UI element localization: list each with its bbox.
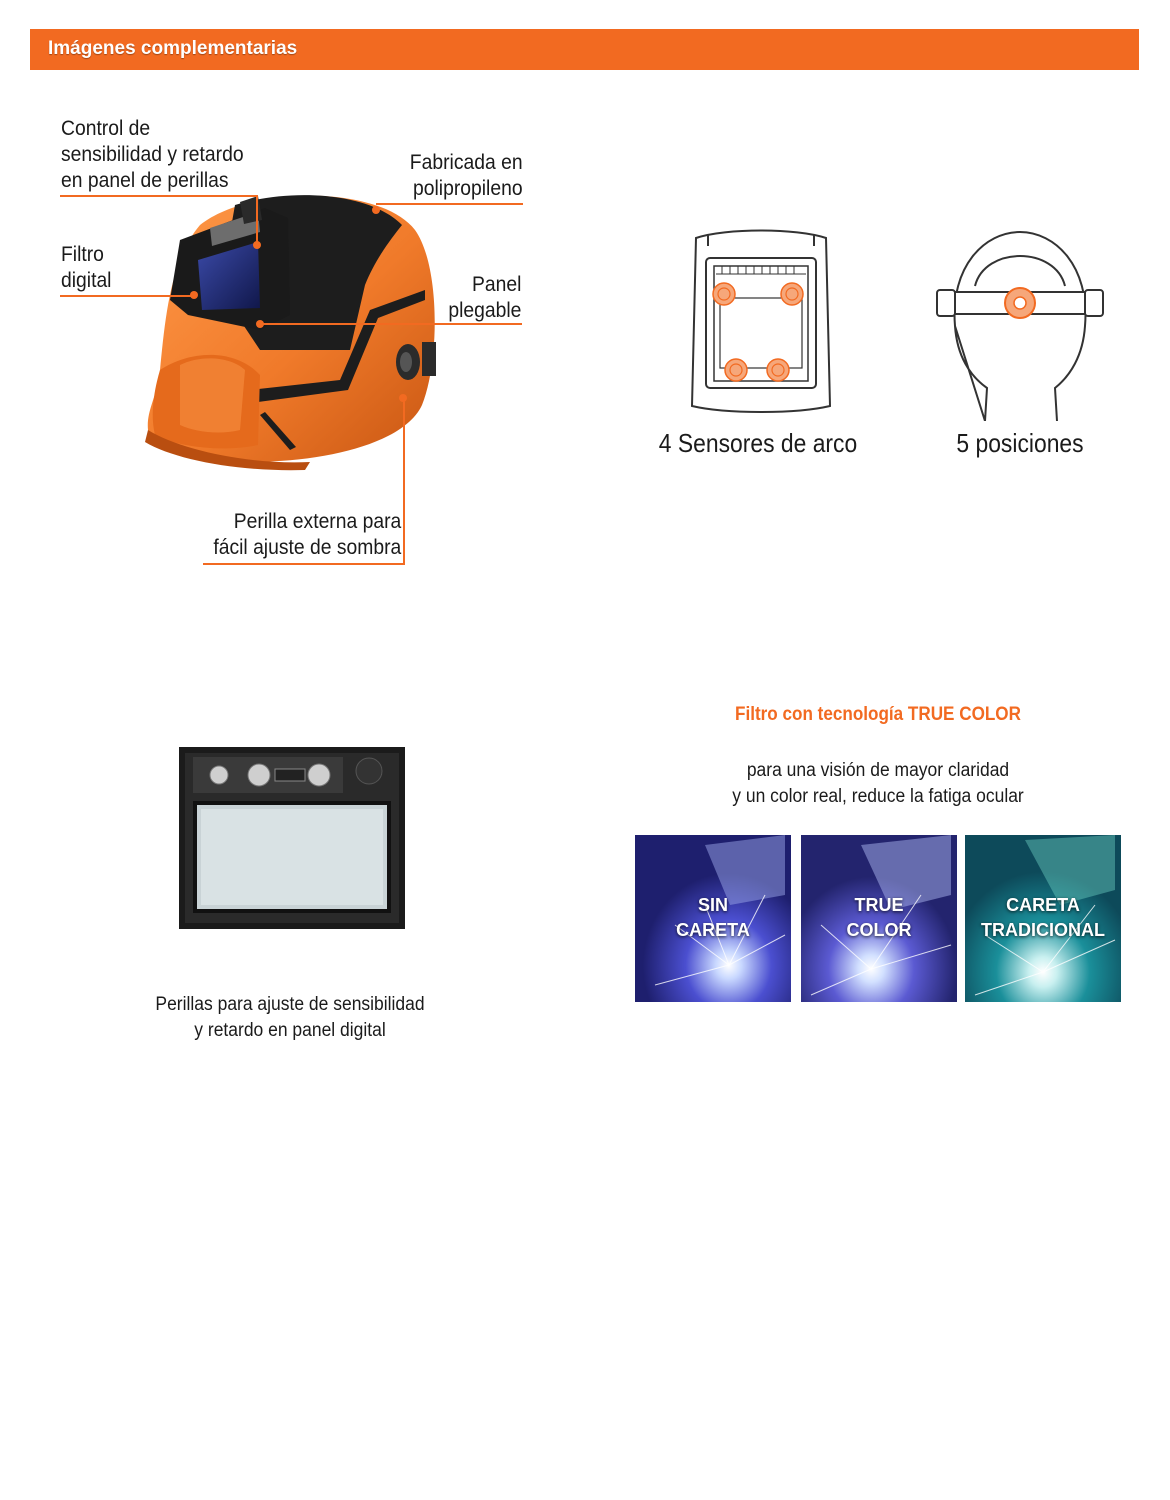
- weld-tile-careta-tradicional: [965, 835, 1121, 1002]
- callout-line: [403, 398, 405, 564]
- weld-tile-sin-careta: [635, 835, 791, 1002]
- callout-dot: [372, 206, 380, 214]
- callout-line: [376, 203, 523, 205]
- tile-label: CARETA TRADICIONAL: [981, 895, 1105, 940]
- callout-dot: [256, 320, 264, 328]
- filter-panel-image: [179, 747, 405, 929]
- callout-line: [262, 323, 522, 325]
- callout-dot: [253, 241, 261, 249]
- callout-material: Fabricada en polipropileno: [410, 151, 523, 200]
- callout-line: [256, 195, 258, 245]
- true-color-description: para una visión de mayor claridad y un color real, reduce la fatiga ocular: [732, 760, 1024, 807]
- section-title: Imágenes complementarias: [48, 38, 298, 59]
- callout-line: [60, 195, 258, 197]
- callout-line: [203, 563, 405, 565]
- tile-label: TRUE COLOR: [846, 895, 912, 940]
- callout-digital-filter: Filtro digital: [61, 243, 112, 292]
- sensors-caption: 4 Sensores de arco: [658, 428, 858, 458]
- true-color-title: Filtro con tecnología TRUE COLOR: [735, 704, 1021, 725]
- callout-sensitivity-control: Control de sensibilidad y retardo en panel de perillas: [61, 117, 244, 192]
- callout-folding-panel: Panel plegable: [447, 273, 521, 322]
- callout-dot: [190, 291, 198, 299]
- callout-external-knob: Perilla externa para fácil ajuste de sombra: [213, 510, 401, 559]
- callout-dot: [399, 394, 407, 402]
- panel-caption: Perillas para ajuste de sensibilidad y retardo en panel digital: [155, 994, 425, 1041]
- head-strap-icon: [935, 226, 1105, 421]
- positions-caption: 5 posiciones: [956, 428, 1084, 458]
- tile-label: SIN CARETA: [676, 895, 750, 940]
- section-header: [30, 29, 1139, 70]
- arc-sensors-icon: [686, 226, 836, 416]
- callout-line: [60, 295, 193, 297]
- weld-tile-true-color: [801, 835, 957, 1002]
